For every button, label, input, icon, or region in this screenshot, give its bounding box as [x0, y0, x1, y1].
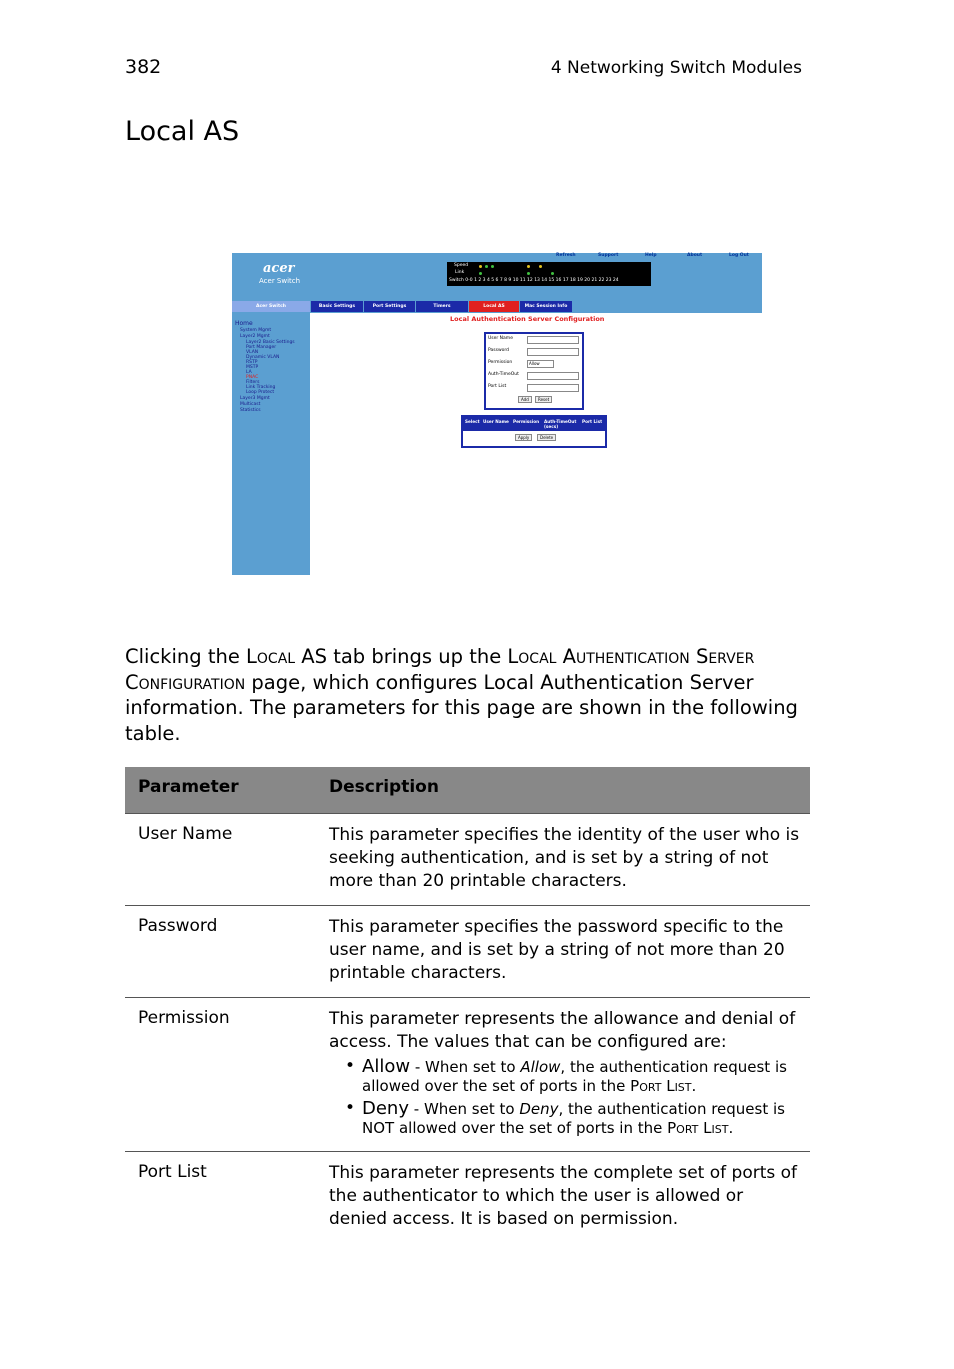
tab-timers[interactable]: Timers [416, 301, 468, 312]
value-text: , the authentication request is allowed over the set of ports in the [362, 1058, 787, 1095]
value-term: Deny [362, 1098, 409, 1119]
user-name-label: User Name [488, 336, 513, 341]
value-smallcaps: Port List [667, 1119, 729, 1137]
auth-timeout-input[interactable] [527, 372, 579, 380]
about-link[interactable]: About [687, 253, 703, 258]
screenshot-page-heading: Local Authentication Server Configuration [450, 315, 605, 323]
speed-row-label: Speed [454, 263, 469, 268]
running-head: 4 Networking Switch Modules [550, 58, 802, 78]
grid-col-user-name: User Name [483, 419, 509, 424]
apply-button[interactable]: Apply [515, 434, 532, 441]
port-led [527, 265, 530, 268]
local-tab-name: Local [246, 645, 296, 668]
port-list-label: Port List [488, 384, 507, 389]
section-title: Local AS [125, 116, 240, 147]
sidebar-item-rstp[interactable]: RSTP [246, 360, 258, 365]
sidebar [232, 313, 310, 575]
sidebar-item-loop-protect[interactable]: Loop Protect [246, 390, 275, 395]
param-name: Password [138, 916, 218, 936]
value-text: - When set to [409, 1100, 520, 1118]
grid-col-auth-timeout: Auth-TimeOut (secs) [544, 419, 577, 429]
port-led [485, 265, 488, 268]
sidebar-item-link-tracking[interactable]: Link Tracking [246, 385, 276, 390]
value-text: . [691, 1077, 697, 1095]
port-led [539, 265, 542, 268]
local-as-form [484, 332, 584, 410]
parameter-table [125, 767, 810, 1243]
brand-label: Acer Switch [259, 277, 301, 285]
sidebar-item-system-mgmt[interactable]: System Mgmt [240, 328, 272, 333]
value-text: . [728, 1119, 734, 1137]
port-led [479, 272, 482, 275]
table-row [125, 814, 810, 906]
value-smallcaps: Port List [630, 1077, 692, 1095]
sidebar-item-pnac[interactable]: PNAC [246, 375, 259, 380]
port-numbers: Switch 0-0 1 2 3 4 5 6 7 8 9 10 11 12 13 14 15 16 17 18 19 20 21 22 23 24 [449, 278, 619, 283]
tab-port-settings[interactable]: Port Settings [364, 301, 415, 312]
tab-mac-session-info[interactable]: Mac Session Info [520, 301, 572, 312]
sidebar-item-vlan[interactable]: VLAN [246, 350, 259, 355]
sidebar-item-layer2-mgmt[interactable]: Layer2 Mgmt [240, 334, 270, 339]
local-as-screenshot [232, 253, 762, 575]
user-name-input[interactable] [527, 336, 579, 344]
password-label: Password [488, 348, 510, 353]
acer-logo: acer [263, 261, 295, 276]
port-led [551, 272, 554, 275]
sidebar-item-dynamic-vlan[interactable]: Dynamic VLAN [246, 355, 280, 360]
refresh-link[interactable]: Refresh [556, 253, 576, 258]
value-emphasis: Allow [520, 1058, 561, 1076]
sidebar-item-mstp[interactable]: MSTP [246, 365, 259, 370]
page-name: Local Authentication Server Configuration [125, 645, 755, 694]
tab-basic-settings[interactable]: Basic Settings [311, 301, 363, 312]
permission-select[interactable]: Allow [527, 360, 554, 368]
intro-text: Clicking the [125, 645, 247, 668]
reset-button[interactable]: Reset [535, 396, 552, 403]
tab-local-as[interactable]: Local AS [469, 301, 519, 312]
password-input[interactable] [527, 348, 579, 356]
header-description: Description [329, 777, 439, 797]
sidebar-item-multicast[interactable]: Multicast [240, 402, 261, 407]
sidebar-item-home[interactable]: Home [235, 320, 253, 327]
intro-text: AS tab brings up the [295, 645, 508, 668]
grid-col-permission: Permission [513, 419, 540, 424]
delete-button[interactable]: Delete [537, 434, 556, 441]
local-as-grid [461, 415, 607, 448]
sidebar-item-layer3-mgmt[interactable]: Layer3 Mgmt [240, 396, 270, 401]
grid-col-select: Select [465, 419, 480, 424]
value-term: Allow [362, 1056, 411, 1077]
value-text: - When set to [410, 1058, 521, 1076]
help-link[interactable]: Help [645, 253, 657, 258]
param-description: This parameter specifies the password specific to the user name, and is set by a string of not more than 20 printable characters. [329, 917, 785, 983]
param-description: This parameter represents the complete set of ports of the authenticator to which the user is allowed or denied access. It is based on permission. [329, 1163, 798, 1229]
sidebar-item-port-manager[interactable]: Port Manager [246, 345, 277, 350]
port-led [527, 272, 530, 275]
value-text: , the authentication request is NOT allowed over the set of ports in the [362, 1100, 785, 1137]
logout-link[interactable]: Log Out [729, 253, 749, 258]
intro-text: page, which configures Local Authentication Server information. The parameters for this page are shown in the following table. [125, 670, 798, 745]
sidebar-item-layer2-basic[interactable]: Layer2 Basic Settings [246, 340, 295, 345]
support-link[interactable]: Support [598, 253, 619, 258]
sidebar-item-la[interactable]: LA [246, 370, 252, 375]
table-row [125, 1152, 810, 1243]
link-row-label: Link [455, 270, 465, 275]
auth-timeout-label: Auth-TimeOut [488, 372, 519, 377]
port-list-input[interactable] [527, 384, 579, 392]
permission-label: Permission [488, 360, 513, 365]
intro-paragraph [125, 644, 815, 746]
table-row [125, 906, 810, 998]
grid-header [463, 417, 605, 431]
param-description [329, 1008, 804, 1138]
port-status-panel [447, 262, 651, 286]
list-item [345, 1057, 804, 1096]
param-name: Permission [138, 1008, 230, 1028]
table-header [125, 767, 810, 814]
grid-col-port-list: Port List [582, 419, 603, 424]
add-button[interactable]: Add [518, 396, 532, 403]
value-emphasis: Deny [519, 1100, 559, 1118]
header-parameter: Parameter [138, 777, 239, 797]
port-led [491, 265, 494, 268]
list-item [345, 1099, 804, 1138]
param-name: User Name [138, 824, 233, 844]
permission-desc-text: This parameter represents the allowance and denial of access. The values that can be configured are: [329, 1009, 796, 1052]
param-description: This parameter specifies the identity of the user who is seeking authentication, and is set by a string of not more than 20 printable characters. [329, 825, 800, 891]
sidebar-item-filters[interactable]: Filters [246, 380, 260, 385]
port-led [479, 265, 482, 268]
permission-values-list [345, 1057, 804, 1138]
page-number: 382 [125, 56, 162, 78]
sidebar-item-statistics[interactable]: Statistics [240, 408, 261, 413]
param-name: Port List [138, 1162, 207, 1182]
tab-acer-switch[interactable]: Acer Switch [232, 301, 310, 312]
table-row [125, 998, 810, 1152]
